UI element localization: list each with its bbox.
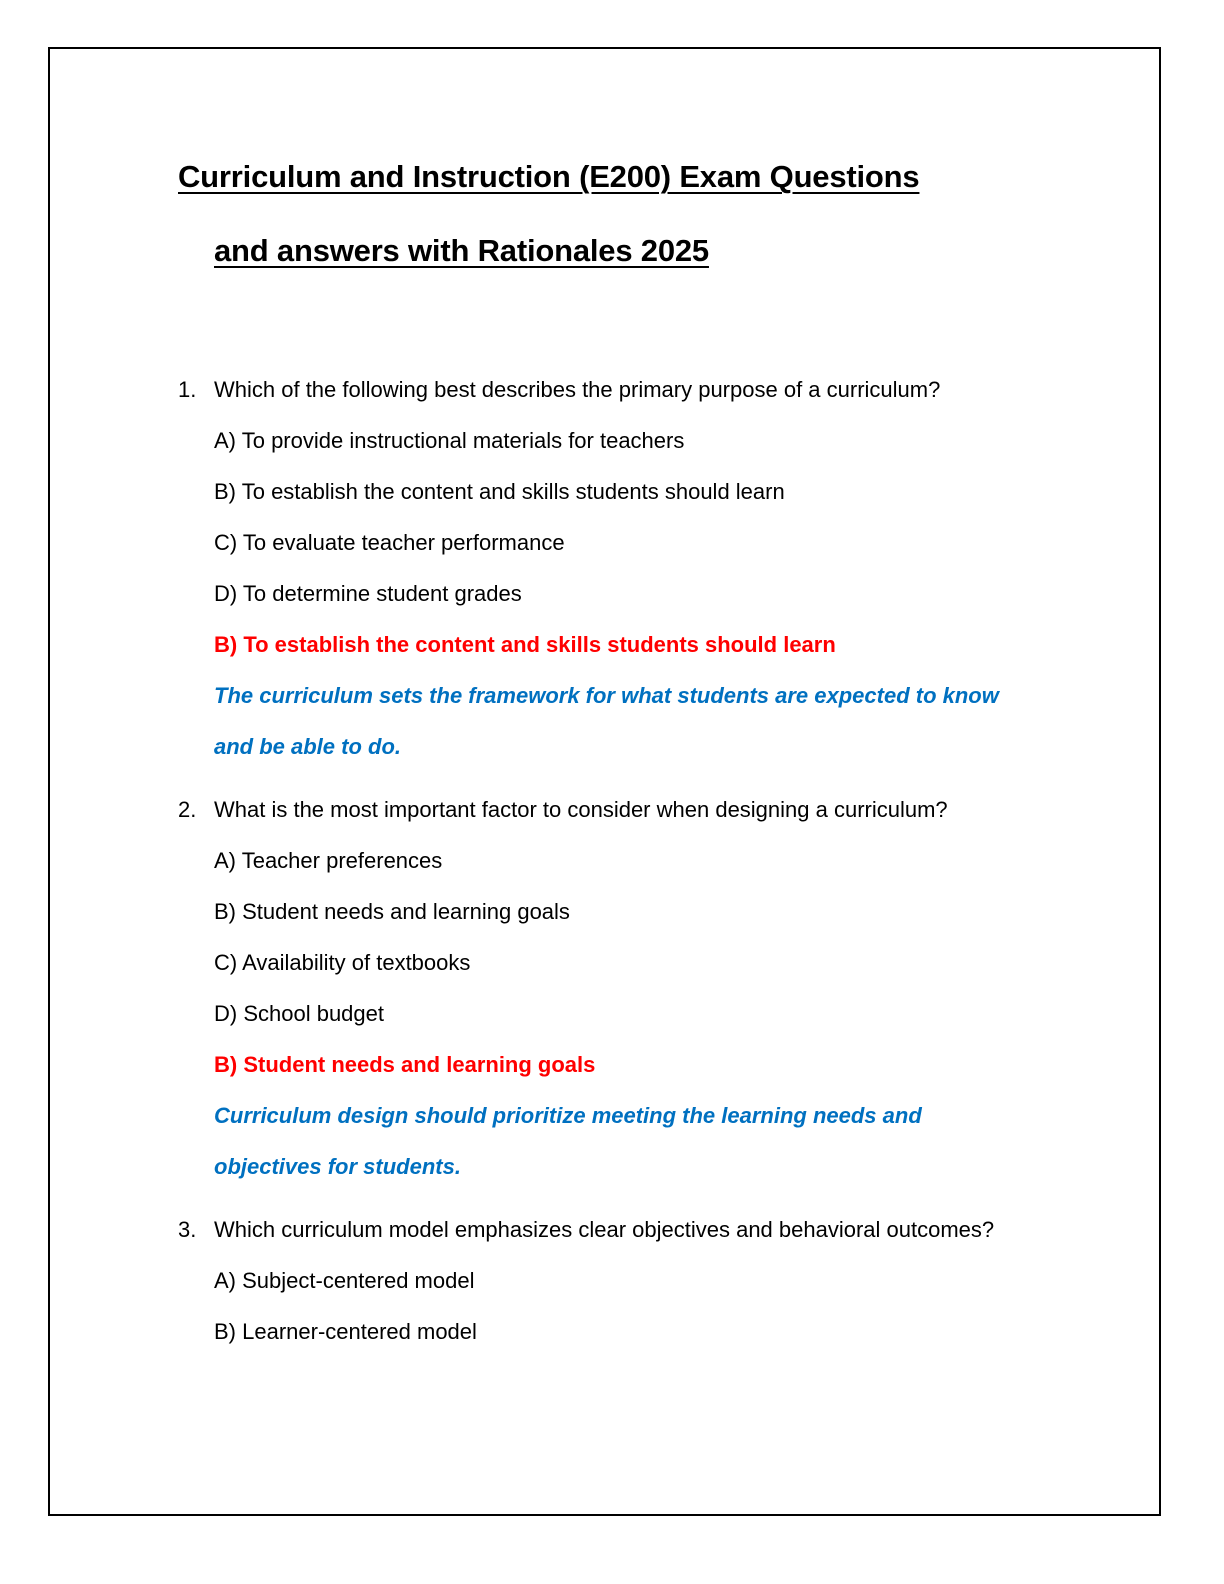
- question-text: What is the most important factor to consider when designing a curriculum?: [214, 797, 948, 822]
- correct-answer: B) To establish the content and skills students should learn: [214, 632, 836, 657]
- rationale: Curriculum design should prioritize meeting the learning needs and objectives for students.: [214, 1103, 922, 1179]
- option-d: D) To determine student grades: [214, 581, 522, 606]
- title-line-1: Curriculum and Instruction (E200) Exam Questions: [178, 159, 920, 194]
- title-line-2: and answers with Rationales 2025: [214, 233, 709, 268]
- option-b: B) To establish the content and skills students should learn: [214, 479, 785, 504]
- option-b: B) Learner-centered model: [214, 1319, 477, 1344]
- document-title: [178, 140, 1098, 288]
- question-list: [178, 364, 1098, 1357]
- correct-answer: B) Student needs and learning goals: [214, 1052, 596, 1077]
- option-a: A) Teacher preferences: [214, 848, 443, 873]
- question-1: [178, 364, 1098, 772]
- option-b: B) Student needs and learning goals: [214, 899, 570, 924]
- option-a: A) Subject-centered model: [214, 1268, 475, 1293]
- rationale: The curriculum sets the framework for what students are expected to know and be able to do.: [214, 683, 999, 759]
- question-text: Which of the following best describes the primary purpose of a curriculum?: [214, 377, 941, 402]
- option-d: D) School budget: [214, 1001, 384, 1026]
- question-text: Which curriculum model emphasizes clear objectives and behavioral outcomes?: [214, 1217, 995, 1242]
- option-c: C) To evaluate teacher performance: [214, 530, 565, 555]
- question-2: [178, 784, 1098, 1192]
- question-number: 2.: [178, 797, 197, 822]
- question-3: [178, 1204, 1098, 1357]
- question-number: 1.: [178, 377, 197, 402]
- option-a: A) To provide instructional materials for teachers: [214, 428, 685, 453]
- question-number: 3.: [178, 1217, 197, 1242]
- document-body: [178, 140, 1098, 1369]
- option-c: C) Availability of textbooks: [214, 950, 471, 975]
